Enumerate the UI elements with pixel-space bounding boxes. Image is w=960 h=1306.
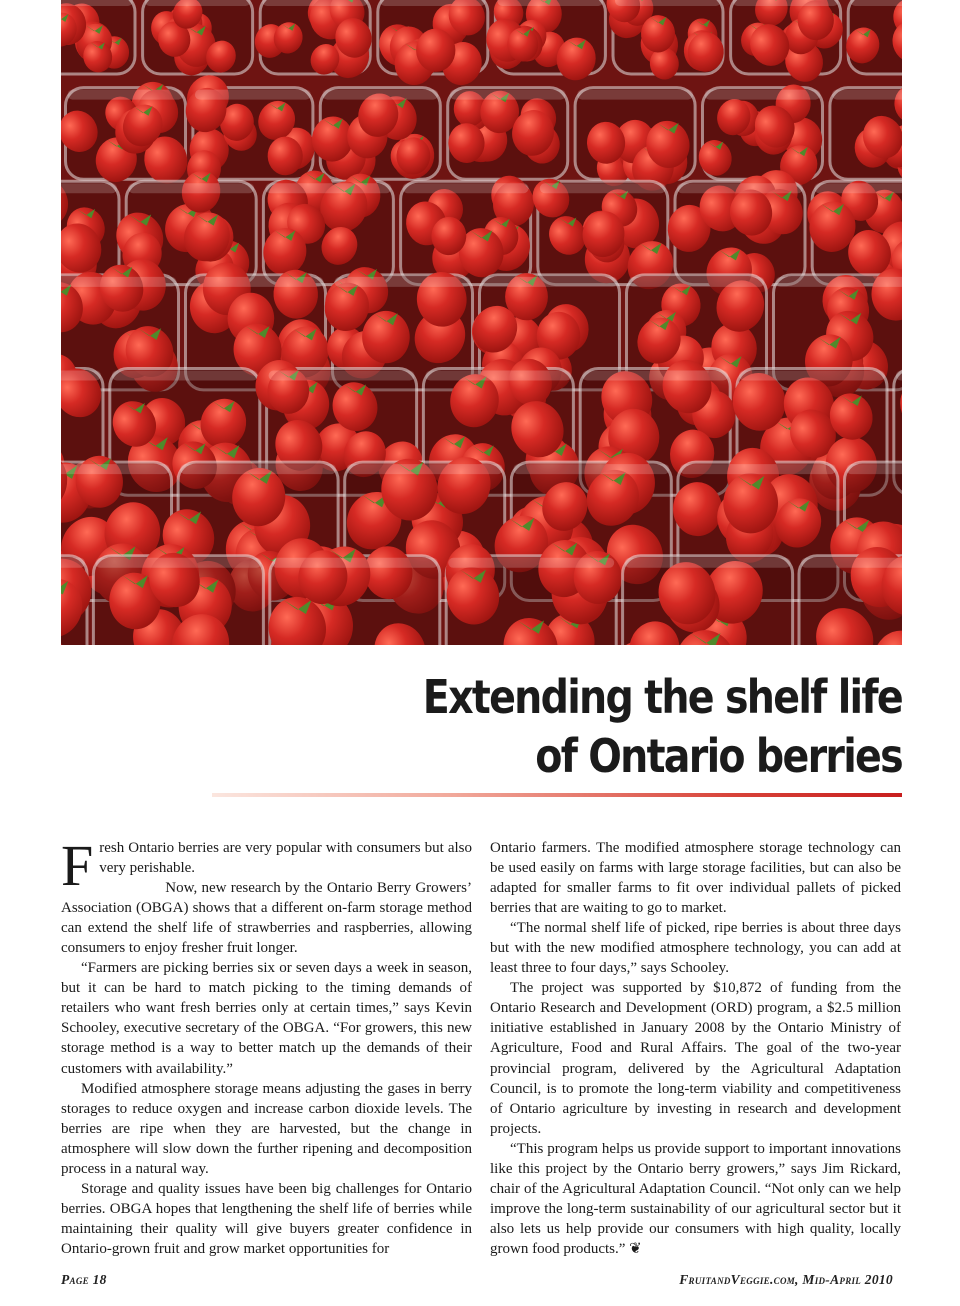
strawberry-punnets-icon	[61, 0, 902, 645]
paragraph: “This program helps us provide support to important innovations like this project by the Ontario berry growers,” says Jim Rickard, chair of the Agricultural Adaptation Council. “Not only can we help improve the long-term sustainability of our agricultural sector but it also lets us help provide our consumers with high quality, locally grown food products.” ❦	[490, 1140, 901, 1257]
paragraph: Fresh Ontario berries are very popular with consumers but also very perishable.	[61, 833, 472, 898]
paragraph: “The normal shelf life of picked, ripe berries is about three days but with the new modified atmosphere technology, you can add at least three to four days,” says Schooley.	[490, 920, 901, 977]
paragraph: Ontario farmers. The modified atmosphere storage technology can be used easily on farms with large storage facilities, but can also be adapted for smaller farms to fit over individual pallets of picked berries that are waiting to go to market.	[490, 840, 901, 917]
paragraph: The project was supported by $10,872 of funding from the Ontario Research and Development (ORD) program, a $2.5 million initiative established in January 2008 by the Ontario Ministry of Agriculture, Food and Rural Affairs. The goal of the two-year provincial program, delivered by the Agricultural Adaptation Council, is to promote the long-term viability and competitiveness of Ontario agriculture by investing in research and development projects.	[490, 980, 901, 1137]
paragraph: “Farmers are picking berries six or seven days a week in season, but it can be hard to match picking to the timing demands of retailers who want fresh berries only at certain times,” says Kevin Schooley, executive secretary of the OBGA. “For growers, this new storage method is a way to better match up the demands of their customers with availability.”	[61, 960, 472, 1077]
paragraph: Modified atmosphere storage means adjusting the gases in berry storages to reduce oxygen and increase carbon dioxide levels. The berries are ripe when they are harvested, but the change in atmosphere will slow down the further ripening and decomposition process in a natural way.	[61, 1080, 472, 1177]
page-number: Page 18	[61, 1272, 107, 1287]
end-mark-icon: ❦	[629, 1240, 642, 1257]
title-line-2: of Ontario berries	[535, 729, 902, 783]
paragraph: Storage and quality issues have been big challenges for Ontario berries. OBGA hopes that lengthening the shelf life of berries while maintaining their quality will give buyers greater confidence in Ontario-grown fruit and grow market opportunities for	[61, 1180, 472, 1257]
page-title	[300, 668, 902, 786]
drop-cap: F	[61, 833, 94, 898]
article-column-right	[490, 838, 901, 1259]
title-line-1: Extending the shelf life	[422, 670, 902, 724]
strawberry-photo	[61, 0, 902, 645]
title-divider	[212, 793, 902, 797]
paragraph: Now, new research by the Ontario Berry Growers’ Association (OBGA) shows that a different on-farm storage method can extend the shelf life of strawberries and raspberries, allowing consumers to enjoy fresher fruit longer.	[61, 880, 472, 957]
article-column-left	[61, 833, 472, 1259]
publication-info: FruitandVeggie.com, Mid-April 2010	[679, 1272, 893, 1287]
